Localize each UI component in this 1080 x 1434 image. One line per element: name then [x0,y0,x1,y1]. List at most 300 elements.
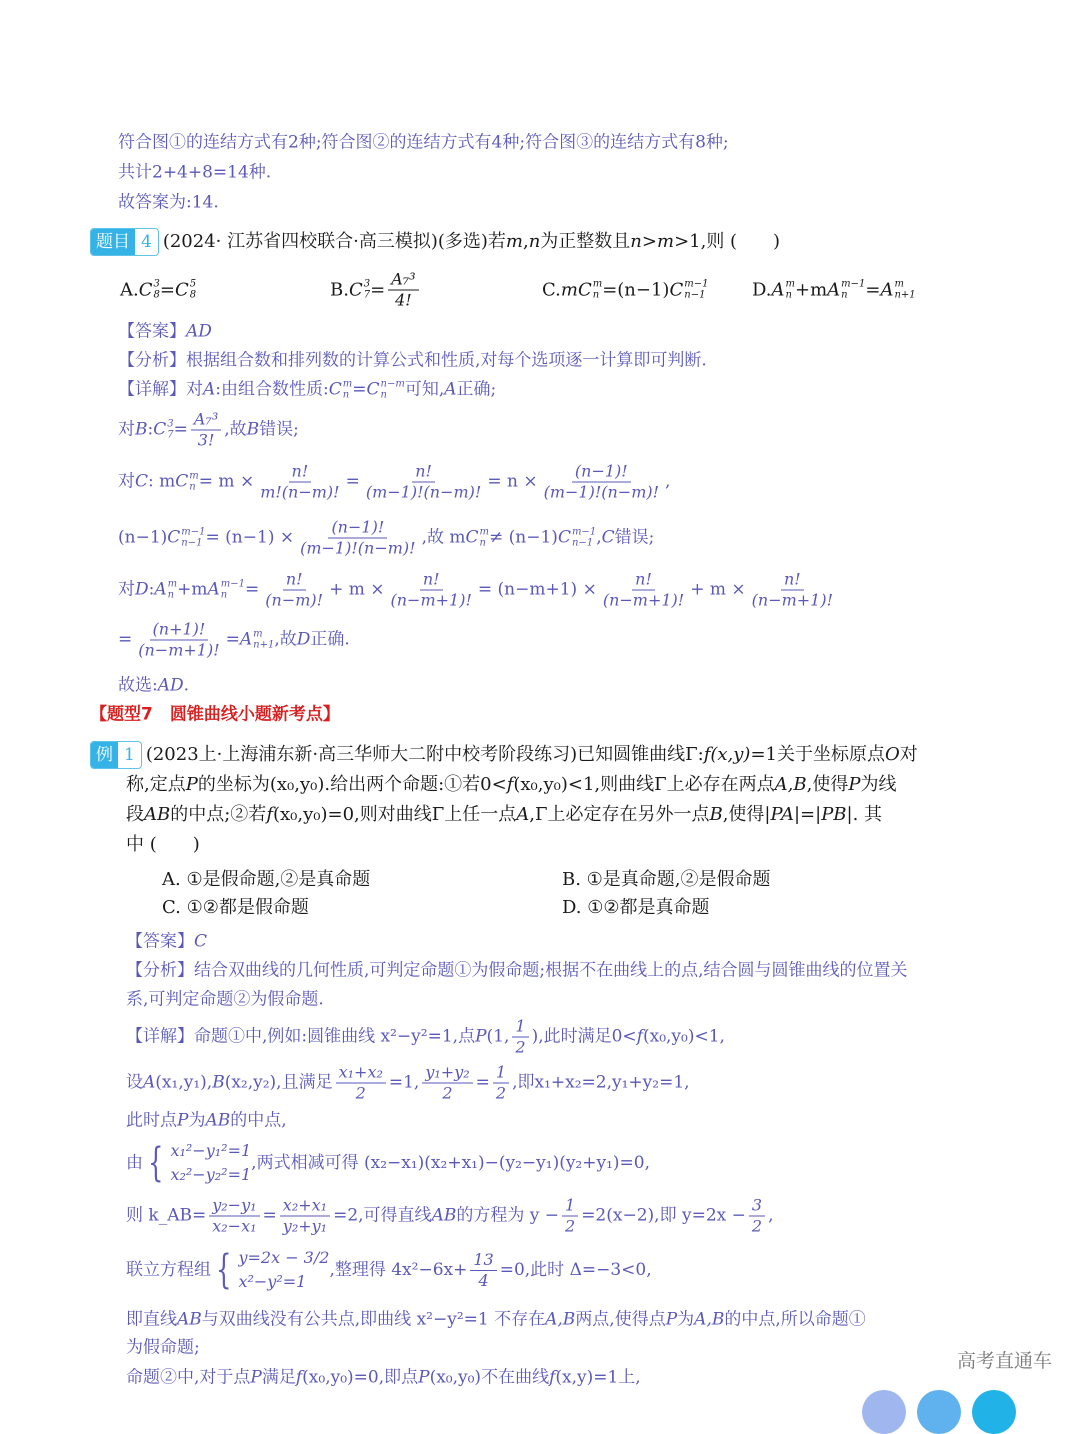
equation: x₂²−y₂²=1 [170,1165,252,1184]
text-run: ,故 [224,419,247,440]
math-var: D [135,579,149,600]
ex1-detail9 [126,1367,641,1388]
subscript: n+1 [894,289,916,300]
ex1-option-d [562,899,710,917]
scripts [189,472,198,493]
math-var: B [212,1072,225,1093]
subscript: 7 [167,429,174,440]
text-run: 的中点;②若 [170,804,267,825]
superscript: m−1 [220,578,246,590]
fraction [470,1249,496,1290]
question-tag [90,228,159,256]
superscript: m−1 [571,526,597,538]
math-var: C [135,471,149,492]
text-run: 【详解】对 [118,379,203,400]
fraction [336,1062,386,1103]
scripted-symbol [669,280,708,301]
text-run: (1, [486,1026,510,1047]
denominator: (n−m+1)! [751,590,834,610]
brace-icon: { [148,1140,164,1186]
denominator: (m−1)!(n−m)! [543,482,660,502]
text-run: , [522,231,529,252]
text-run: 对 [118,419,135,440]
subscript: n [220,589,228,600]
scripts [381,380,405,401]
text-run: 此时点 [126,1110,177,1131]
text-run: 满足 [261,1367,296,1388]
math-var: A [143,1072,156,1093]
superscript: m [479,526,490,538]
text-run: 为正整数且 [540,231,631,252]
text-run: = [345,471,360,492]
superscript: m [894,278,904,290]
math-var: P [185,774,198,795]
numerator: x₁+x₂ [336,1065,386,1084]
symbol: A [827,279,841,300]
ex1-line2 [126,776,896,794]
ex1-option-c [162,899,309,917]
superscript: m [342,378,353,390]
text-run: 【分析】根据组合数和排列数的计算公式和性质,对每个选项逐一计算即可判断. [118,350,707,371]
text-run: ≠ (n−1) [489,527,558,548]
denominator: m!(n−m)! [260,482,340,502]
denominator: (m−1)!(n−m)! [300,538,416,558]
text-run: ,Γ上必定存在另外一点 [529,804,710,825]
q4-title [90,228,780,256]
q4-answer [118,321,212,342]
q4-option-a [120,280,196,301]
math-var: O [884,744,900,765]
subscript: 8 [153,289,160,300]
denominator: (n−m+1)! [602,590,685,610]
q4-detail-d2 [118,619,350,660]
subscript: n [592,289,600,300]
math-var: PA [770,804,794,825]
subscript: n [189,481,196,492]
denominator: 4! [395,290,412,310]
text-run: (x₀,y₀)<1,则曲线Γ上必存在两点 [513,774,775,795]
text-run: 为假命题; [126,1337,200,1358]
scripted-symbol [880,280,915,301]
brace-icon: { [216,1247,232,1293]
subscript: n [841,289,848,300]
scripts [181,528,205,549]
denominator: y₂+y₁ [282,1216,328,1236]
equation: y=2x − 3/2 [238,1248,330,1267]
text-run: (x₂,y₂),且满足 [224,1072,333,1093]
superscript: 3 [167,418,174,430]
superscript: m [253,628,263,640]
prev-2 [118,162,272,183]
math-var: B [135,419,148,440]
scripts [593,280,602,301]
math-var: AD [186,321,212,342]
text-run: . [183,675,190,696]
subscript: n [342,389,350,400]
numerator: A₇³ [388,272,418,291]
math-var: AB [144,804,171,825]
ex1-analysis2 [126,989,324,1010]
superscript: m−1 [181,526,206,538]
numerator: n! [412,464,435,483]
q4-option-c [542,280,708,301]
text-run: =1, [388,1072,420,1093]
text-run: 对 [899,744,918,765]
numerator: x₂+x₁ [280,1198,330,1217]
scripted-symbol [240,630,274,651]
numerator: 3 [749,1198,765,1217]
ex1-option-b [562,871,771,889]
symbol: C [175,471,189,492]
text-run: 错误; [259,419,299,440]
prev-1 [118,132,729,153]
fraction [388,269,418,310]
numerator: (n−1)! [572,464,631,483]
text-run: :由组合数性质: [215,379,329,400]
text-run: =0,此时 Δ=−3<0, [499,1259,652,1280]
math-var: f [266,804,273,825]
numerator: (n+1)! [150,622,209,641]
scripted-symbol [167,528,205,549]
math-var: P [177,1110,189,1131]
denominator: (n−m+1)! [138,640,220,660]
scripts [253,630,274,651]
fraction [493,1062,509,1103]
math-var: P [418,1367,430,1388]
q4-detail-a [118,380,496,401]
scripted-symbol [175,280,196,301]
text-run: =2,可得直线 [333,1205,432,1226]
text-run: (x₀,y₀)=0,则对曲线Γ上任一点 [272,804,517,825]
text-run: = [173,419,188,440]
superscript: m [785,278,795,290]
ex1-option-a [162,871,370,889]
text-run: : m [148,471,176,492]
scripted-symbol [772,280,795,301]
scripted-symbol [558,528,596,549]
text-run: = [225,629,240,650]
math-var: PB [821,804,847,825]
text-run: = (n−m+1) × [477,579,597,600]
text-run: 的坐标为(x₀,y₀).给出两个命题:①若0< [197,774,507,795]
scripts [343,380,352,401]
decorative-circle [972,1390,1016,1434]
question-tag-label: 例 [91,742,118,768]
math-var: AD [157,675,184,696]
text-run: 设 [126,1072,143,1093]
text-run: = [262,1205,277,1226]
question-tag [90,741,142,769]
symbol: A [207,579,220,600]
scripted-symbol [349,280,370,301]
question-number: 4 [135,234,158,251]
text-run: ,即x₁+x₂=2,y₁+y₂=1, [512,1072,690,1093]
numerator: n! [289,464,312,483]
math-var: f [295,1367,303,1388]
math-var: n [528,231,541,252]
text-run: = [352,379,367,400]
text-run: 故答案为:14. [118,192,219,213]
text-run: : [147,419,154,440]
q4-choose [118,675,190,696]
fraction [422,1062,472,1103]
scripts [684,280,708,301]
text-run: C. [542,279,561,300]
denominator: 2 [751,1216,763,1236]
text-run: 符合图①的连结方式有2种;符合图②的连结方式有4种;符合图③的连结方式有8种; [118,132,729,153]
text-run: 【答案】 [118,321,186,342]
fraction [388,569,475,610]
numerator: A₇³ [191,412,221,431]
math-var: f(x,y) [703,744,751,765]
subscript: n−1 [571,537,594,548]
superscript: m−1 [684,278,709,290]
math-var: P [665,1309,678,1330]
math-var: A,B [545,1309,576,1330]
text-run: D. ①②都是真命题 [562,897,710,918]
scripted-symbol [139,280,160,301]
symbol: C [348,279,363,300]
text-run: (x₀,y₀)<1, [642,1026,725,1047]
scripts [841,280,865,301]
q4-detail-b [118,409,299,450]
ex1-detail8 [126,1337,200,1358]
text-run: =2(x−2),即 y=2x − [581,1205,746,1226]
ex1-detail7 [126,1309,866,1330]
symbol: C [167,527,181,548]
q4-analysis [118,350,707,371]
scripted-symbol [153,420,173,441]
math-var: P [250,1367,262,1388]
text-run: = [159,279,175,300]
numerator: n! [283,572,306,591]
fraction [191,409,221,450]
ex1-line3 [126,806,882,824]
numerator: 1 [512,1019,528,1038]
ex1-analysis1 [126,960,908,981]
text-run: 则 k_AB= [126,1205,207,1226]
text-run: 的方程为 y − [456,1205,559,1226]
text-run: (2023上·上海浦东新·高三华师大二附中校考阶段练习)已知圆锥曲线Γ: [145,744,704,765]
math-var: n [630,231,642,252]
symbol: C [174,279,189,300]
subscript: n [479,537,486,548]
text-run: = (n−1) × [205,527,295,548]
text-run: D. [752,279,772,300]
denominator: (n−m+1)! [390,590,472,610]
scripted-symbol [578,280,602,301]
text-run: =(n−1) [602,279,670,300]
text-run: (x₀,y₀)不在曲线 [429,1367,550,1388]
fraction [749,569,836,610]
watermark: 高考直通车 [956,1350,1052,1372]
symbol: C [366,379,380,400]
text-run: (2024· 江苏省四校联合·高三模拟)(多选)若 [162,231,506,252]
symbol: C [577,279,592,300]
text-run: = [865,279,881,300]
subscript: n−1 [684,289,706,300]
text-run: 的中点, [230,1110,287,1131]
math-var: AB [177,1309,202,1330]
text-run: 命题②中,对于点 [126,1367,251,1388]
scripted-symbol [154,580,177,601]
symbol: C [465,527,479,548]
math-var: C [194,931,208,952]
numerator: y₁+y₂ [422,1065,472,1084]
text-run: 段 [126,804,144,825]
text-run: ,整理得 4x²−6x+ [329,1259,468,1280]
math-var: m [505,231,523,252]
numerator: n! [420,572,443,591]
ex1-detail4 [126,1139,650,1187]
text-run: = [475,1072,490,1093]
math-var: D [296,629,311,650]
math-var: A [444,379,457,400]
text-run: , [665,471,671,492]
text-run: C. ①②都是假命题 [162,897,309,918]
text-run: : [148,579,155,600]
superscript: m [167,578,178,590]
fraction [600,569,687,610]
decorative-circle [917,1390,961,1434]
scripts [221,580,245,601]
text-run: 与双曲线没有公共点,即曲线 x²−y²=1 不存在 [201,1309,546,1330]
math-var: B [709,804,723,825]
text-run: 中 ( ) [126,834,200,855]
text-run: ,使得| [722,804,771,825]
q4-detail-c1 [118,461,671,502]
text-run: 共计2+4+8=14种. [118,162,272,183]
ex1-detail2 [126,1062,690,1103]
decorative-circle [862,1390,906,1434]
text-run: 两点,使得点 [575,1309,666,1330]
math-var: m [560,279,578,300]
superscript: 5 [189,278,197,290]
superscript: 3 [153,278,160,290]
math-var: AB [205,1110,231,1131]
fraction [209,1195,259,1236]
denominator: 2 [355,1083,366,1103]
scripted-symbol [175,472,199,493]
denominator: 3! [197,430,215,450]
math-var: A,B [774,774,807,795]
scripts [168,580,177,601]
text-run: 【答案】 [126,931,194,952]
symbol: C [138,279,153,300]
text-run: + m × [329,579,385,600]
text-run: 正确; [456,379,497,400]
denominator: x₂−x₁ [212,1216,257,1236]
math-var: B [246,419,260,440]
scripted-symbol [466,528,490,549]
text-run: (x,y)=1上, [555,1367,641,1388]
subscript: n+1 [253,639,275,650]
denominator: 2 [442,1083,453,1103]
text-run: B. ①是真命题,②是假命题 [562,869,771,890]
text-run: 错误; [614,527,655,548]
numerator: 1 [493,1065,509,1084]
text-run: 联立方程组 [126,1259,211,1280]
subscript: 8 [189,289,197,300]
ex1-detail5 [126,1195,774,1236]
scripts [480,528,489,549]
text-run: 即直线 [126,1309,177,1330]
q4-detail-c2 [118,517,655,558]
symbol: C [669,279,684,300]
scripts [190,280,196,301]
text-run: (n−1) [118,527,168,548]
scripts [572,528,596,549]
text-run: 【详解】命题①中,例如:圆锥曲线 x²−y²=1,点 [126,1026,476,1047]
superscript: m [189,470,199,482]
text-run: = n × [487,471,538,492]
scripted-symbol [208,580,246,601]
fraction [562,1195,578,1236]
text-run: = [370,279,386,300]
fraction [297,517,418,558]
scripted-symbol [827,280,865,301]
ex1-detail1 [126,1016,725,1057]
math-var: f [549,1367,556,1388]
text-run: |. 其 [846,804,883,825]
equation: x²−y²=1 [238,1272,307,1291]
superscript: m−1 [841,278,866,290]
text-run: 【分析】结合双曲线的几何性质,可判定命题①为假命题;根据不在曲线上的点,结合圆与圆锥曲线的位置关 [126,960,908,981]
numerator: 13 [470,1252,496,1271]
denominator: 2 [515,1037,526,1057]
symbol: A [239,629,253,650]
text-run: 的中点,所以命题① [724,1309,866,1330]
fraction [512,1016,528,1057]
question-tag-label: 题目 [91,229,135,255]
numerator: 1 [562,1198,578,1217]
text-run: (x₁,y₁), [155,1072,213,1093]
math-var: C [601,527,615,548]
ex1-detail3 [126,1110,287,1131]
superscript: n−m [380,378,405,390]
fraction [280,1195,330,1236]
text-run: , [768,1205,774,1226]
text-run: =1关于坐标原点 [750,744,885,765]
scripts [894,280,915,301]
text-run: 为线 [860,774,897,795]
ex1-line1 [90,741,918,769]
symbol: C [153,419,167,440]
q4-option-b [330,269,422,310]
subscript: n−1 [181,537,203,548]
text-run: , [596,527,602,548]
text-run: 对 [118,579,135,600]
fraction [262,569,326,610]
text-run: +m [795,279,828,300]
type7-heading [90,704,340,725]
text-run: |=| [793,804,822,825]
subscript: 7 [363,289,371,300]
q4-detail-d1 [118,569,839,610]
text-run: ,使得 [806,774,849,795]
fraction [257,461,342,502]
question-number: 1 [118,747,141,764]
math-var: A [516,804,530,825]
text-run: 对 [118,471,135,492]
scripts [786,280,795,301]
fraction [541,461,662,502]
text-run: B. [330,279,349,300]
denominator: 4 [478,1270,489,1290]
text-run: ,故 [274,629,297,650]
equation: x₁²−y₁²=1 [170,1141,252,1160]
numerator: n! [632,572,655,591]
